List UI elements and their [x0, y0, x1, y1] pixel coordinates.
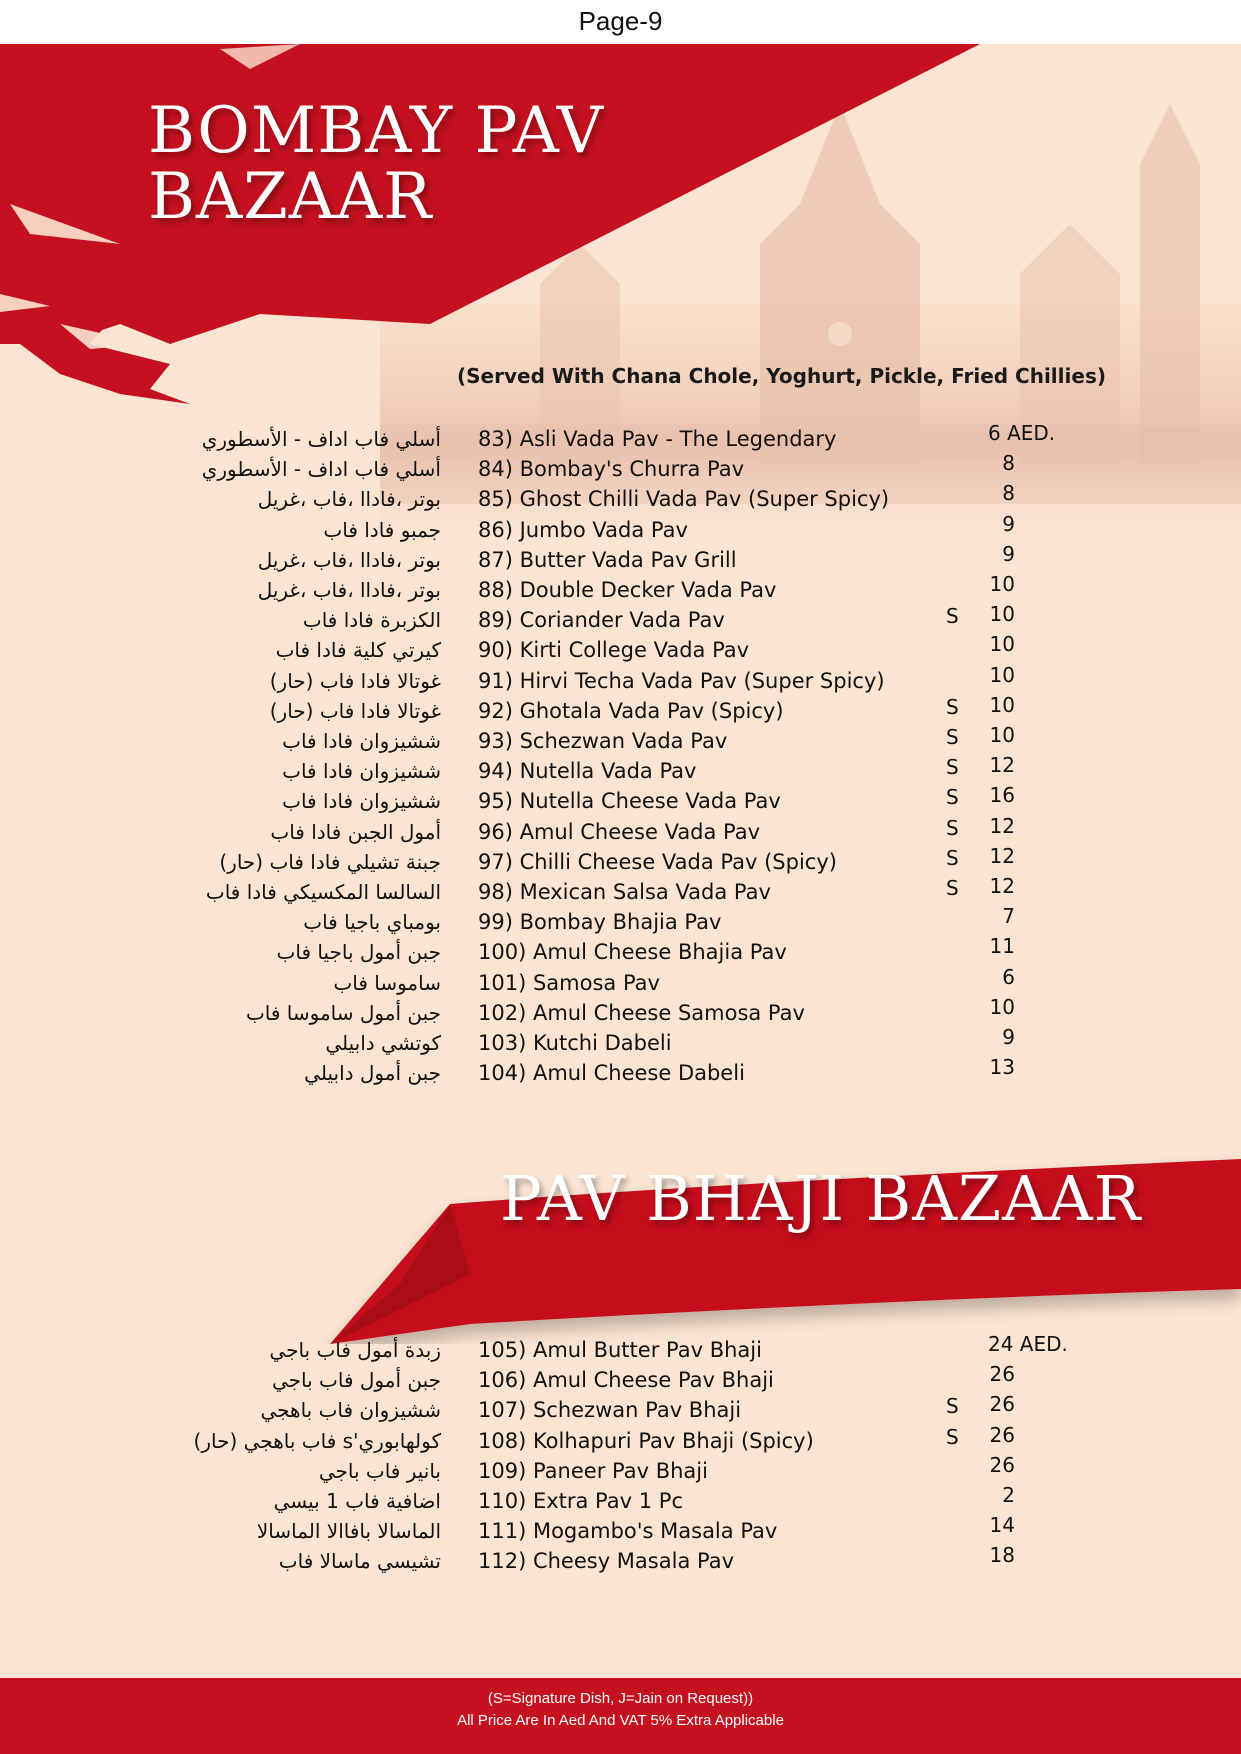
- menu-item: [0, 572, 1241, 608]
- menu-item-price: 6: [1002, 964, 1015, 989]
- menu-item-arabic-name: أسلي فاب اداف - الأسطوري: [201, 457, 441, 482]
- menu-item: [0, 1362, 1241, 1398]
- menu-item: [0, 481, 1241, 517]
- signature-mark: S: [946, 604, 959, 629]
- menu-item-arabic-name: بوتر ،فاداا ،فاب ،غريل: [257, 578, 441, 602]
- signature-mark: S: [946, 755, 959, 780]
- menu-item-name: 99) Bombay Bhajia Pav: [478, 910, 722, 935]
- menu-item-name: 111) Mogambo's Masala Pav: [478, 1519, 778, 1544]
- menu-item-arabic-name: بوتر ،فاداا ،فاب ،غريل: [257, 487, 441, 512]
- menu-item: [0, 451, 1241, 487]
- menu-item-name: 91) Hirvi Techa Vada Pav (Super Spicy): [478, 668, 885, 693]
- menu-item-price: 26: [989, 1422, 1015, 1447]
- menu-item-name: 83) Asli Vada Pav - The Legendary: [478, 427, 837, 451]
- menu-item-arabic-name: بومباي باجيا فاب: [303, 910, 441, 935]
- menu-item-price: 26: [989, 1452, 1015, 1477]
- menu-item: [0, 632, 1241, 668]
- menu-item-price: 12: [989, 813, 1015, 838]
- menu-item: [0, 874, 1241, 910]
- menu-item-price: 14: [989, 1513, 1015, 1538]
- menu-item-price: 9: [1002, 511, 1015, 536]
- menu-item-price: 10: [989, 602, 1015, 627]
- menu-item-arabic-name: جبن أمول دابيلي: [304, 1061, 441, 1086]
- menu-item-name: 93) Schezwan Vada Pav: [478, 729, 728, 753]
- menu-item-arabic-name: جبن أمول ساموسا فاب: [245, 1000, 441, 1025]
- menu-item-arabic-name: أسلي فاب اداف - الأسطوري: [201, 427, 441, 451]
- menu-item-price: 8: [1002, 481, 1015, 506]
- menu-item-arabic-name: زبدة أمول فاب باجي: [269, 1338, 441, 1362]
- menu-item-price: 10: [989, 692, 1015, 717]
- menu-item-name: 86) Jumbo Vada Pav: [478, 517, 688, 542]
- menu-item-arabic-name: تشيسي ماسالا فاب: [278, 1549, 441, 1574]
- signature-mark: S: [946, 845, 959, 870]
- menu-item-price: 7: [1002, 904, 1015, 929]
- menu-item-name: 102) Amul Cheese Samosa Pav: [478, 1000, 805, 1025]
- menu-item-arabic-name: الكزبرة فادا فاب: [302, 608, 441, 633]
- menu-item-price: 10: [989, 572, 1015, 596]
- menu-item: [0, 783, 1241, 819]
- menu-item: [0, 541, 1241, 578]
- menu-item-name: 100) Amul Cheese Bhajia Pav: [478, 940, 787, 965]
- served-with-note: (Served With Chana Chole, Yoghurt, Pickle, Fried Chillies): [457, 364, 1106, 388]
- menu-item-name: 92) Ghotala Vada Pav (Spicy): [478, 698, 784, 723]
- menu-item-price: 12: [989, 843, 1015, 868]
- menu-item-price: 2: [1002, 1483, 1015, 1507]
- menu-item: [0, 1422, 1241, 1459]
- menu-item-arabic-name: غوتالا فادا فاب (حار): [269, 698, 441, 723]
- menu-item-name: 105) Amul Butter Pav Bhaji: [478, 1338, 762, 1362]
- menu-item: [0, 1543, 1241, 1579]
- menu-item-name: 101) Samosa Pav: [478, 970, 660, 995]
- menu-item-name: 103) Kutchi Dabeli: [478, 1031, 672, 1055]
- menu-item-arabic-name: جمبو فادا فاب: [323, 517, 441, 542]
- menu-item: [0, 813, 1241, 850]
- signature-mark: S: [946, 1394, 959, 1419]
- menu-item-arabic-name: غوتالا فادا فاب (حار): [269, 668, 441, 693]
- signature-mark: S: [946, 785, 959, 810]
- menu-item-name: 96) Amul Cheese Vada Pav: [478, 819, 761, 844]
- menu-item-price: 10: [989, 994, 1015, 1019]
- menu-item: [0, 934, 1241, 970]
- menu-item-name: 95) Nutella Cheese Vada Pav: [478, 789, 781, 814]
- menu-item-name: 104) Amul Cheese Dabeli: [478, 1061, 745, 1086]
- menu-item: [0, 1055, 1241, 1091]
- menu-item: [0, 662, 1241, 699]
- menu-item-price: 26: [989, 1362, 1015, 1387]
- menu-item-name: 85) Ghost Chilli Vada Pav (Super Spicy): [478, 487, 890, 512]
- menu-item-arabic-name: اضافية فاب 1 بيسي: [273, 1489, 441, 1513]
- menu-item-price: 11: [989, 934, 1015, 959]
- menu-item-arabic-name: السالسا المكسيكي فادا فاب: [205, 880, 441, 904]
- menu-item-price: 12: [989, 753, 1015, 778]
- menu-item-price: 9: [1002, 541, 1015, 566]
- menu-item: [0, 1392, 1241, 1428]
- section-title-bombay-pav-bazaar: [148, 94, 604, 234]
- menu-item: [0, 994, 1241, 1031]
- page-label: Page-9: [578, 6, 663, 36]
- menu-item-price: 24 AED.: [988, 1332, 1068, 1356]
- menu-item: [0, 1483, 1241, 1519]
- menu-item-name: 110) Extra Pav 1 Pc: [478, 1489, 683, 1513]
- menu-item-name: 90) Kirti College Vada Pav: [478, 638, 750, 663]
- menu-item-price: 10: [989, 632, 1015, 657]
- menu-item-price: 13: [989, 1055, 1015, 1080]
- menu-item-price: 26: [989, 1392, 1015, 1417]
- menu-sheet: [0, 44, 1241, 1754]
- menu-item: [0, 602, 1241, 638]
- footer-legend: (S=Signature Dish, J=Jain on Request)): [487, 1690, 754, 1707]
- menu-item-price: 12: [989, 874, 1015, 898]
- menu-item-price: 8: [1002, 451, 1015, 476]
- menu-item-arabic-name: بانير فاب باجي: [318, 1458, 441, 1483]
- menu-item: [0, 723, 1241, 759]
- menu-item-price: 18: [989, 1543, 1015, 1568]
- menu-item-arabic-name: كولهابوري's فاب باهجي (حار): [193, 1428, 441, 1453]
- signature-mark: S: [946, 876, 959, 900]
- section-title-pav-bhaji-bazaar: PAV BHAJI BAZAAR: [500, 1162, 1142, 1235]
- menu-item-price: 16: [989, 783, 1015, 808]
- menu-item: [0, 964, 1241, 1001]
- signature-mark: S: [946, 725, 959, 749]
- menu-item-arabic-name: ششيزوان فاب باهجي: [260, 1398, 441, 1423]
- menu-item: [0, 1452, 1241, 1489]
- menu-item: [0, 1025, 1241, 1061]
- menu-item-arabic-name: أمول الجبن فادا فاب: [270, 819, 441, 844]
- menu-item-arabic-name: كوتشي دابيلي: [325, 1031, 441, 1055]
- menu-item: [0, 1513, 1241, 1549]
- menu-item-arabic-name: كيرتي كلية فادا فاب: [275, 638, 441, 663]
- menu-item-arabic-name: ششيزوان فادا فاب: [282, 789, 441, 814]
- menu-item: [0, 692, 1241, 729]
- menu-item-name: 112) Cheesy Masala Pav: [478, 1549, 734, 1574]
- menu-item-arabic-name: جبن أمول باجيا فاب: [276, 940, 441, 965]
- menu-item-name: 87) Butter Vada Pav Grill: [478, 547, 737, 572]
- menu-item: [0, 421, 1241, 457]
- menu-item-arabic-name: الماسالا بافاالا الماسالا: [256, 1519, 441, 1544]
- menu-item-name: 97) Chilli Cheese Vada Pav (Spicy): [478, 849, 837, 874]
- menu-item-name: 109) Paneer Pav Bhaji: [478, 1458, 708, 1483]
- menu-item: [0, 1332, 1241, 1368]
- menu-item: [0, 511, 1241, 548]
- signature-mark: S: [946, 1424, 959, 1449]
- menu-item-price: 10: [989, 662, 1015, 687]
- menu-item-name: 98) Mexican Salsa Vada Pav: [478, 880, 771, 904]
- menu-item-arabic-name: ششيزوان فادا فاب: [282, 729, 441, 753]
- menu-item-arabic-name: ساموسا فاب: [333, 970, 441, 995]
- menu-item-name: 94) Nutella Vada Pav: [478, 759, 697, 784]
- menu-item-arabic-name: بوتر ،فاداا ،فاب ،غريل: [257, 547, 441, 572]
- signature-mark: S: [946, 694, 959, 719]
- footer-vat-note: All Price Are In Aed And VAT 5% Extra Applicable: [457, 1712, 784, 1729]
- menu-item-name: 88) Double Decker Vada Pav: [478, 578, 777, 602]
- menu-item-price: 6 AED.: [988, 421, 1056, 445]
- menu-item-name: 84) Bombay's Churra Pav: [478, 457, 745, 482]
- menu-item-arabic-name: جبنة تشيلي فادا فاب (حار): [219, 849, 441, 874]
- menu-item-name: 89) Coriander Vada Pav: [478, 608, 725, 633]
- menu-item-arabic-name: ششيزوان فادا فاب: [282, 759, 441, 784]
- title-line-2: BAZAAR: [148, 160, 433, 234]
- menu-item-name: 106) Amul Cheese Pav Bhaji: [478, 1368, 774, 1393]
- signature-mark: S: [946, 815, 959, 840]
- menu-item-name: 108) Kolhapuri Pav Bhaji (Spicy): [478, 1428, 814, 1453]
- title-line-1: BOMBAY PAV: [148, 94, 604, 168]
- menu-item: [0, 904, 1241, 940]
- menu-item-name: 107) Schezwan Pav Bhaji: [478, 1398, 742, 1423]
- menu-item: [0, 753, 1241, 789]
- menu-item: [0, 843, 1241, 880]
- footer-bar: [0, 1678, 1241, 1754]
- menu-item-arabic-name: جبن أمول فاب باجي: [271, 1368, 441, 1393]
- menu-item-price: 9: [1002, 1025, 1015, 1049]
- menu-item-price: 10: [989, 723, 1015, 747]
